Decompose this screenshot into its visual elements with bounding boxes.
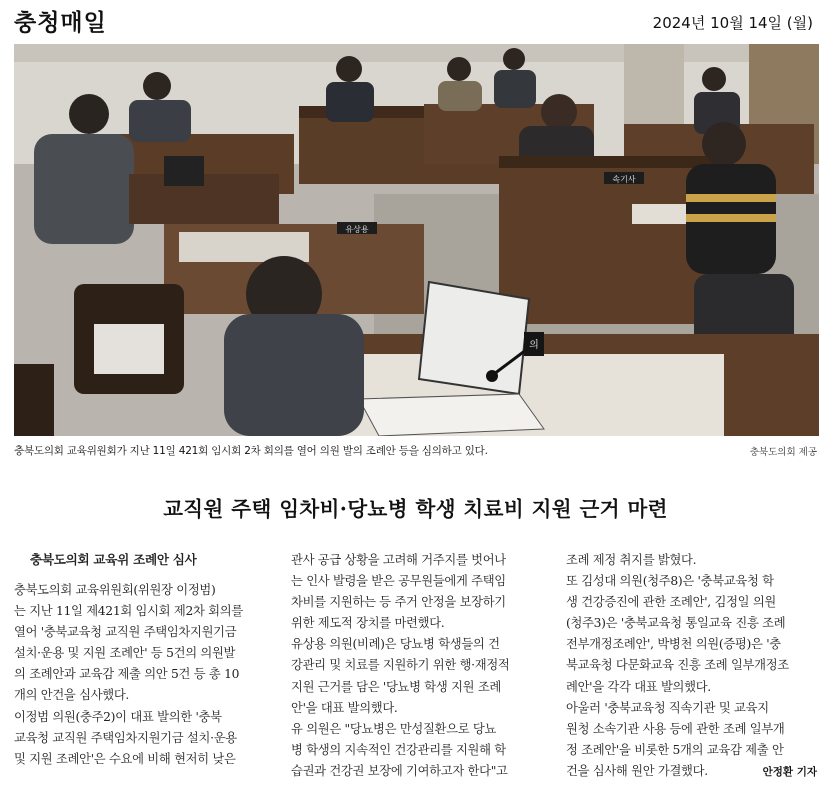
body-line: 는 인사 발령을 받은 공무원들에게 주택임 [291, 574, 506, 589]
mic-sign: 의 [529, 340, 539, 351]
nameplate-member: 유상용 [345, 225, 369, 234]
article-headline: 교직원 주택 임차비·당뇨병 학생 치료비 지원 근거 마련 [163, 497, 668, 521]
photo-caption: 충북도의회 교육위원회가 지난 11일 421회 임시회 2차 회의를 열어 의원 발의 조례안 등을 심의하고 있다. [14, 445, 488, 457]
reporter-byline: 안정환 기자 [762, 766, 817, 778]
body-line: 건을 심사해 원안 가결했다. [566, 763, 708, 778]
body-line: 아울러 '충북교육청 직속기관 및 교육지 [566, 700, 769, 715]
body-line: 이정범 의원(충주2)이 대표 발의한 '충북 [14, 709, 222, 724]
body-line: 관사 공급 상황을 고려해 거주지를 벗어나 [291, 553, 506, 567]
body-line: 유상용 의원(비례)은 당뇨병 학생들의 건 [291, 637, 500, 652]
body-line: 정 조례안'을 비롯한 5개의 교육감 제출 안 [566, 742, 784, 757]
body-line: 례안'을 각각 대표 발의했다. [566, 679, 711, 694]
body-line: 또 김성대 의원(청주8)은 '충북교육청 학 [566, 574, 774, 589]
body-line: 는 지난 11일 제421회 임시회 제2차 회의를 [14, 604, 243, 619]
body-line: 원청 소속기관 사용 등에 관한 조례 일부개 [566, 721, 785, 736]
body-line: (청주3)은 '충북교육청 통일교육 진흥 조례 [566, 616, 786, 631]
article-subhead: 충북도의회 교육위 조례안 심사 [30, 552, 197, 567]
body-line: 열어 '충북교육청 교직원 주택임차지원기금 [14, 625, 237, 640]
committee-meeting-photo [14, 44, 819, 436]
photo-credit: 충북도의회 제공 [749, 447, 817, 458]
body-line: 전부개정조례안', 박병천 의원(증평)은 '충 [566, 637, 781, 652]
body-line: 안'을 대표 발의했다. [291, 700, 398, 715]
body-line: 차비를 지원하는 등 주거 안정을 보장하기 [291, 595, 506, 610]
article-column-1 [14, 550, 269, 770]
body-line: 북교육청 다문화교육 진흥 조례 일부개정조 [566, 658, 789, 673]
body-line: 충북도의회 교육위원회(위원장 이정범) [14, 583, 216, 597]
body-line: 강관리 및 치료를 지원하기 위한 행·재정적 [291, 658, 510, 673]
body-line: 조례 제정 취지를 밝혔다. [566, 553, 697, 567]
body-line: 습권과 건강권 보장에 기여하고자 한다"고 [291, 763, 508, 778]
publication-date: 2024년 10월 14일 (월) [652, 14, 813, 32]
article-column-3 [566, 550, 818, 782]
newspaper-masthead: 충청매일 [14, 10, 107, 36]
body-line: 생 건강증진에 관한 조례안', 김정일 의원 [566, 595, 776, 610]
body-line: 설치·운용 및 지원 조례안' 등 5건의 의원발 [14, 646, 236, 661]
body-line: 의 조례안과 교육감 제출 의안 5건 등 총 10 [14, 667, 240, 682]
nameplate-stenographer: 속기사 [612, 175, 636, 184]
body-line: 병 학생의 지속적인 건강관리를 지원해 학 [291, 742, 506, 757]
body-line: 및 지원 조례안'은 수요에 비해 현저히 낮은 [14, 751, 236, 766]
body-line: 개의 안건을 심사했다. [14, 688, 130, 703]
body-line: 유 의원은 "당뇨병은 만성질환으로 당뇨 [291, 721, 497, 736]
body-line: 교육청 교직원 주택임차지원기금 설치·운용 [14, 730, 237, 745]
body-line: 지원 근거를 담은 '당뇨병 학생 지원 조례 [291, 679, 501, 694]
body-line: 위한 제도적 장치를 마련했다. [291, 616, 445, 631]
article-column-2 [291, 550, 546, 782]
news-photo [14, 44, 819, 436]
